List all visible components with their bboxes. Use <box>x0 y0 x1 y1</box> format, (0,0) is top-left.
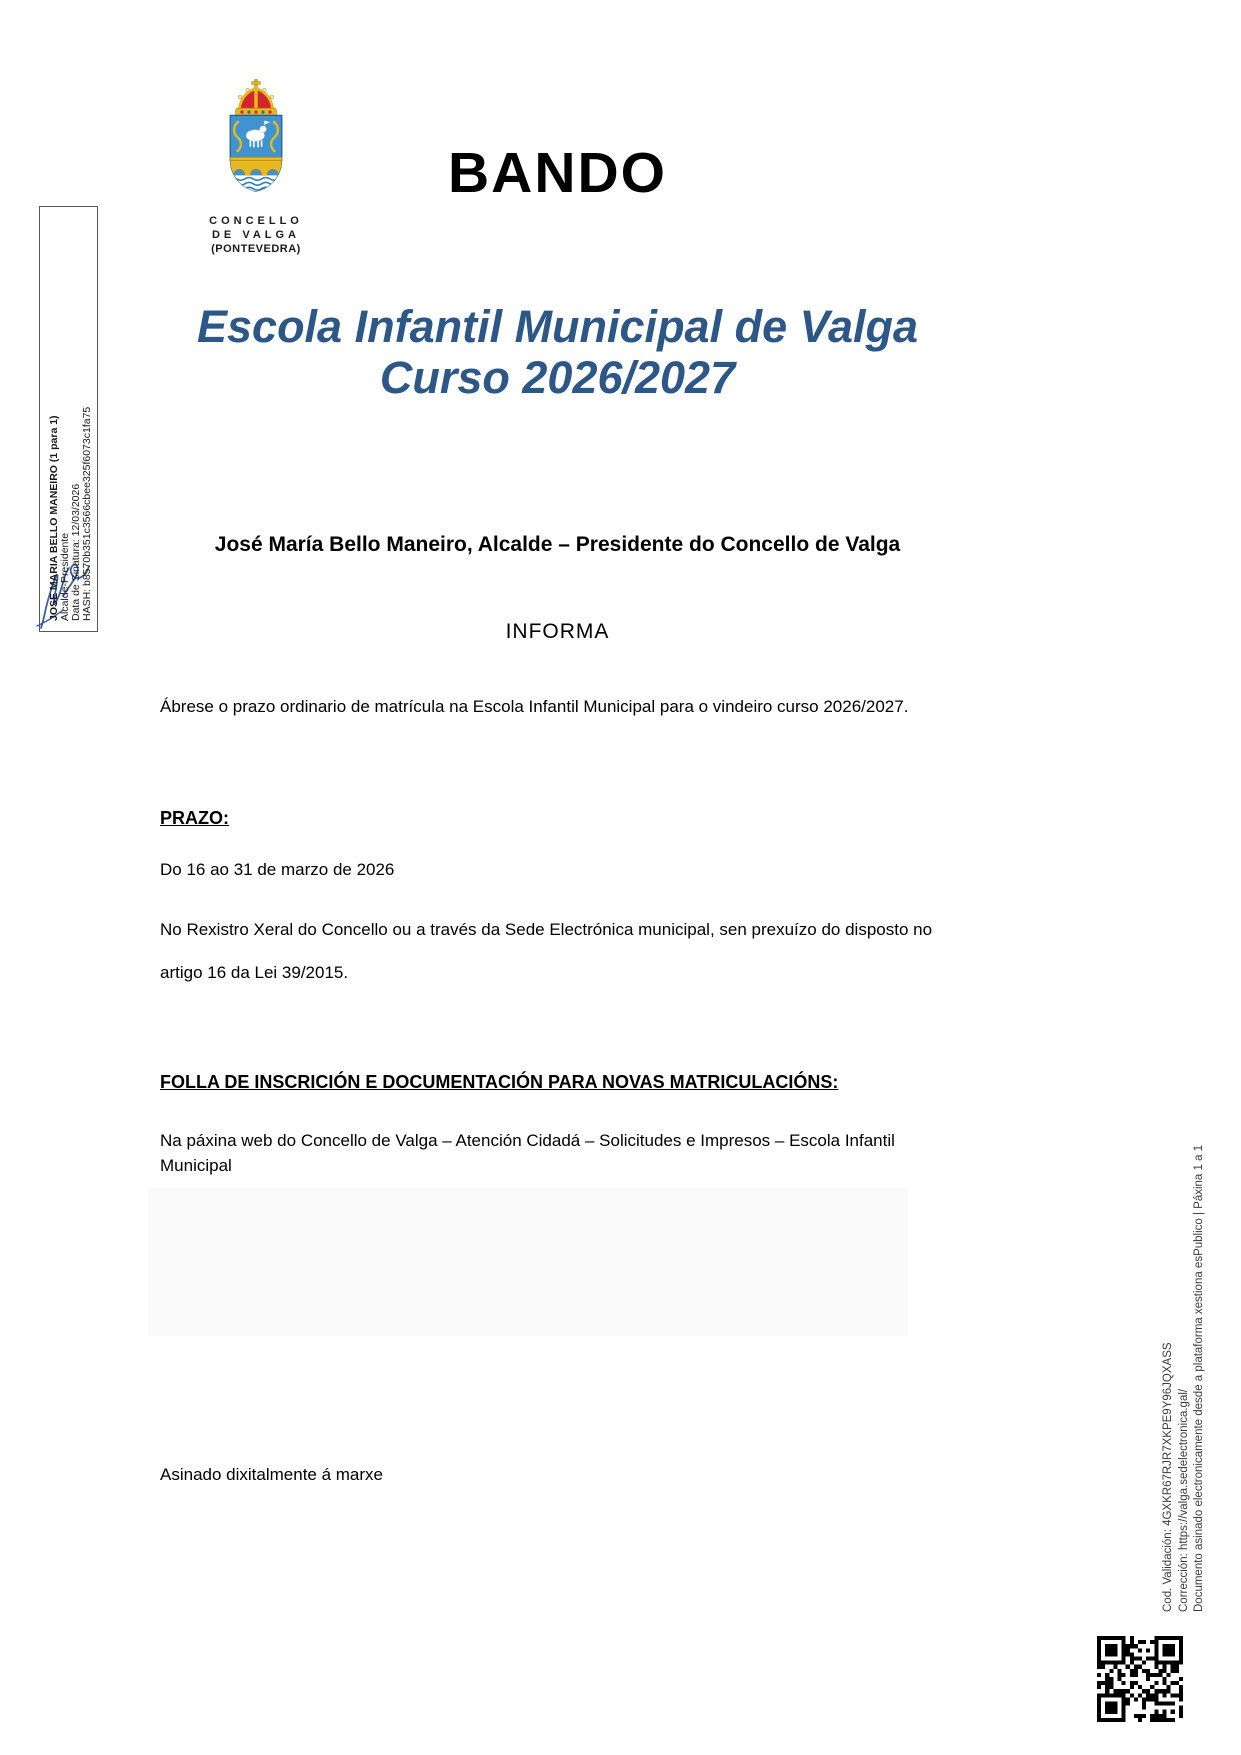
signature-date: Data de Sinatura: 12/03/2026 <box>70 483 82 621</box>
signer-metadata-rotated <box>49 213 93 621</box>
verification-url: Corrección: https://valga.sedelectronica.gal/ <box>1177 1388 1190 1612</box>
document-title: BANDO <box>448 141 667 205</box>
crown <box>236 88 277 116</box>
signer-name: JOSE MARIA BELLO MANEIRO (1 para 1) <box>48 415 60 621</box>
org-name-line1: CONCELLO <box>209 215 303 227</box>
main-heading <box>120 301 995 403</box>
folla-detail: Na páxina web do Concello de Valga – Atención Cidadá – Solicitudes e Impresos – Escola Infantil Municipal <box>160 1131 895 1175</box>
qr-code <box>1097 1636 1183 1722</box>
org-name-block <box>166 214 346 256</box>
prazo-detail: No Rexistro Xeral do Concello ou a través da Sede Electrónica municipal, sen prexuízo do disposto no artigo 16 da Lei 39/2015. <box>160 920 933 982</box>
crown-cross <box>252 80 260 88</box>
intro-paragraph: Ábrese o prazo ordinario de matrícula na Escola Infantil Municipal para o vindeiro curso 2026/2027. <box>160 697 909 716</box>
platform-note: Documento asinado electronicamente desde a plataforma xestiona esPublico | Páxina 1 a 1 <box>1193 1144 1205 1612</box>
prazo-heading: PRAZO: <box>160 808 229 828</box>
prazo-dates: Do 16 ao 31 de marzo de 2026 <box>160 860 395 879</box>
digital-signature-note: Asinado dixitalmente á marxe <box>160 1465 384 1484</box>
informa-label: INFORMA <box>505 620 610 643</box>
validation-code: Cod. Validación: 4GXKR67RJR7XKPE9Y96JQXASS <box>1162 1342 1174 1612</box>
org-name-province: (PONTEVEDRA) <box>211 243 301 255</box>
main-heading-line2: Curso 2026/2027 <box>379 352 736 403</box>
folla-heading: FOLLA DE INSCRICIÓN E DOCUMENTACIÓN PARA NOVAS MATRICULACIÓNS: <box>160 1072 839 1092</box>
org-name-line2: DE VALGA <box>211 229 301 241</box>
signer-role: Alcalde-Presidente <box>59 532 71 621</box>
validation-metadata-rotated <box>1161 980 1208 1612</box>
issuer-line: José María Bello Maneiro, Alcalde – Presidente do Concello de Valga <box>214 533 901 556</box>
main-heading-line1: Escola Infantil Municipal de Valga <box>197 301 918 352</box>
redacted-image-placeholder <box>148 1188 908 1336</box>
signature-hash: HASH: b8570b351c3566cbee325f6073c1fa75 <box>81 406 93 621</box>
